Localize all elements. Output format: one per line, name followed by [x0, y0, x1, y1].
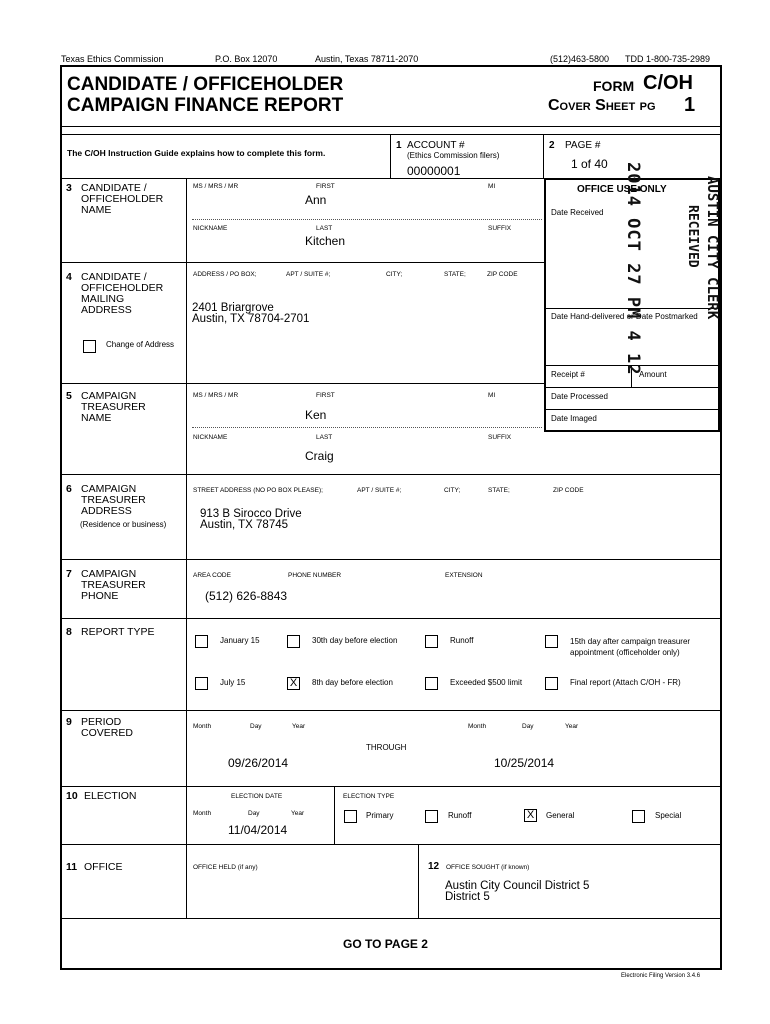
instruction-guide: The C/OH Instruction Guide explains how to complete this form.: [67, 148, 326, 158]
section-12-num: 12: [428, 861, 440, 872]
report-type-runoff-checkbox[interactable]: [425, 635, 438, 648]
page-num: 2: [549, 140, 555, 151]
s9-to-month-header: Month: [468, 723, 487, 730]
s5-last-header: LAST: [316, 434, 333, 441]
report-type-jan15-checkbox[interactable]: [195, 635, 208, 648]
s3-nickname-header: NICKNAME: [193, 225, 228, 232]
treasurer-phone: (512) 626-8843: [205, 589, 288, 603]
po-box: P.O. Box 12070: [215, 54, 278, 64]
frame-bottom: [60, 968, 722, 970]
report-type-8th-checkbox[interactable]: X: [287, 677, 300, 690]
s9-from-day-header: Day: [250, 723, 262, 730]
s6-street-header: STREET ADDRESS (NO PO BOX PLEASE);: [193, 487, 323, 494]
report-type-15th-label: 15th day after campaign treasurer appointment (officeholder only): [570, 637, 691, 657]
s7-phone-header: PHONE NUMBER: [288, 572, 342, 579]
s4-state-header: STATE;: [444, 271, 466, 278]
page-value: 1 of 40: [571, 157, 608, 171]
cover-sheet-page: 1: [684, 94, 696, 116]
candidate-first-name: Ann: [305, 193, 327, 207]
office-held-header: OFFICE HELD (if any): [193, 864, 258, 871]
account-num: 1: [396, 140, 402, 151]
agency-city: Austin, Texas 78711-2070: [315, 54, 419, 64]
s5-ms-header: MS / MRS / MR: [193, 392, 239, 399]
s5-suffix-header: SUFFIX: [488, 434, 512, 441]
change-of-address-label: Change of Address: [106, 340, 175, 349]
report-type-exceeded-label: Exceeded $500 limit: [450, 678, 523, 687]
treasurer-address-line1: 913 B Sirocco Drive: [200, 508, 302, 520]
s6-city-header: CITY;: [444, 487, 461, 494]
form-word: FORM: [593, 78, 635, 94]
election-general-label: General: [546, 811, 575, 820]
election-primary-checkbox[interactable]: [344, 810, 357, 823]
report-type-final-label: Final report (Attach C/OH - FR): [570, 678, 681, 687]
account-value: 00000001: [407, 164, 461, 178]
stamp-clerk: AUSTIN CITY CLERK: [704, 176, 720, 320]
election-runoff-checkbox[interactable]: [425, 810, 438, 823]
candidate-last-name: Kitchen: [305, 234, 346, 248]
frame-left: [60, 65, 62, 970]
s5-nickname-header: NICKNAME: [193, 434, 228, 441]
stamp-date: 2014 OCT 27 PM 4 12: [623, 162, 643, 376]
date-received-label: Date Received: [551, 208, 604, 217]
candidate-address-line1: 2401 Briargrove: [192, 302, 274, 314]
s9-to-year-header: Year: [565, 723, 579, 730]
account-sub: (Ethics Commission filers): [407, 151, 500, 160]
office-sought-line1: Austin City Council District 5: [445, 880, 590, 892]
election-runoff-label: Runoff: [448, 811, 472, 820]
date-hand-label: Date Hand-delivered or Date Postmarked: [551, 312, 698, 321]
election-general-checkbox[interactable]: X: [524, 809, 537, 822]
office-use-title: OFFICE USE ONLY: [577, 184, 667, 195]
report-type-exceeded-checkbox[interactable]: [425, 677, 438, 690]
agency-name: Texas Ethics Commission: [61, 54, 164, 64]
amount-label: Amount: [639, 370, 667, 379]
through-label: THROUGH: [366, 743, 407, 752]
election-date-header: ELECTION DATE: [231, 793, 283, 800]
report-type-jul15-label: July 15: [220, 678, 246, 687]
report-type-jul15-checkbox[interactable]: [195, 677, 208, 690]
page-label: PAGE #: [565, 140, 601, 151]
election-special-checkbox[interactable]: [632, 810, 645, 823]
treasurer-address-line2: Austin, TX 78745: [200, 519, 289, 531]
account-label: ACCOUNT #: [407, 140, 465, 151]
date-imaged-label: Date Imaged: [551, 414, 597, 423]
candidate-address-line2: Austin, TX 78704-2701: [192, 313, 310, 325]
election-type-header: ELECTION TYPE: [343, 793, 395, 800]
s5-first-header: FIRST: [316, 392, 335, 399]
agency-phone: (512)463-5800: [550, 54, 610, 64]
s4-zip-header: ZIP CODE: [487, 271, 518, 278]
frame-right: [720, 65, 722, 970]
change-of-address-checkbox[interactable]: [83, 340, 96, 353]
period-from: 09/26/2014: [228, 756, 289, 770]
report-type-8th-label: 8th day before election: [312, 678, 393, 687]
s10-year-header: Year: [291, 810, 305, 817]
treasurer-last-name: Craig: [305, 449, 334, 463]
election-date: 11/04/2014: [228, 823, 288, 837]
go-to-page-2: GO TO PAGE 2: [343, 937, 428, 951]
s6-sub-label: (Residence or business): [80, 520, 167, 529]
report-type-15th-checkbox[interactable]: [545, 635, 558, 648]
s9-from-month-header: Month: [193, 723, 212, 730]
period-to: 10/25/2014: [494, 756, 555, 770]
s3-ms-header: MS / MRS / MR: [193, 183, 239, 190]
s3-last-header: LAST: [316, 225, 333, 232]
form-title-line1: CANDIDATE / OFFICEHOLDER: [67, 74, 344, 95]
office-sought-header: OFFICE SOUGHT (if known): [446, 864, 530, 871]
report-type-jan15-label: January 15: [220, 636, 260, 645]
election-primary-label: Primary: [366, 811, 394, 820]
s4-city-header: CITY;: [386, 271, 403, 278]
s3-mi-header: MI: [488, 183, 496, 190]
frame-top: [60, 65, 721, 67]
report-type-runoff-label: Runoff: [450, 636, 474, 645]
s7-ext-header: EXTENSION: [445, 572, 483, 579]
s6-apt-header: APT / SUITE #;: [357, 487, 402, 494]
s4-apt-header: APT / SUITE #;: [286, 271, 331, 278]
report-type-30th-label: 30th day before election: [312, 636, 398, 645]
s4-address-header: ADDRESS / PO BOX;: [193, 271, 257, 278]
s7-area-header: AREA CODE: [193, 572, 231, 579]
date-processed-label: Date Processed: [551, 392, 608, 401]
s3-first-header: FIRST: [316, 183, 335, 190]
form-code: C/OH: [643, 72, 693, 94]
office-sought-line2: District 5: [445, 891, 490, 903]
report-type-30th-checkbox[interactable]: [287, 635, 300, 648]
s3-suffix-header: SUFFIX: [488, 225, 512, 232]
s9-from-year-header: Year: [292, 723, 306, 730]
s5-mi-header: MI: [488, 392, 496, 399]
s10-month-header: Month: [193, 810, 212, 817]
agency-tdd: TDD 1-800-735-2989: [625, 54, 711, 64]
s10-day-header: Day: [248, 810, 260, 817]
treasurer-first-name: Ken: [305, 408, 327, 422]
s9-to-day-header: Day: [522, 723, 534, 730]
election-special-label: Special: [655, 811, 682, 820]
stamp-received: RECEIVED: [685, 205, 700, 268]
s6-state-header: STATE;: [488, 487, 510, 494]
cover-sheet-label: Cover Sheet pg: [548, 97, 656, 114]
report-type-final-checkbox[interactable]: [545, 677, 558, 690]
form-title-line2: CAMPAIGN FINANCE REPORT: [67, 95, 344, 116]
version-label: Electronic Filing Version 3.4.6: [621, 973, 701, 979]
receipt-label: Receipt #: [551, 370, 585, 379]
s6-zip-header: ZIP CODE: [553, 487, 584, 494]
